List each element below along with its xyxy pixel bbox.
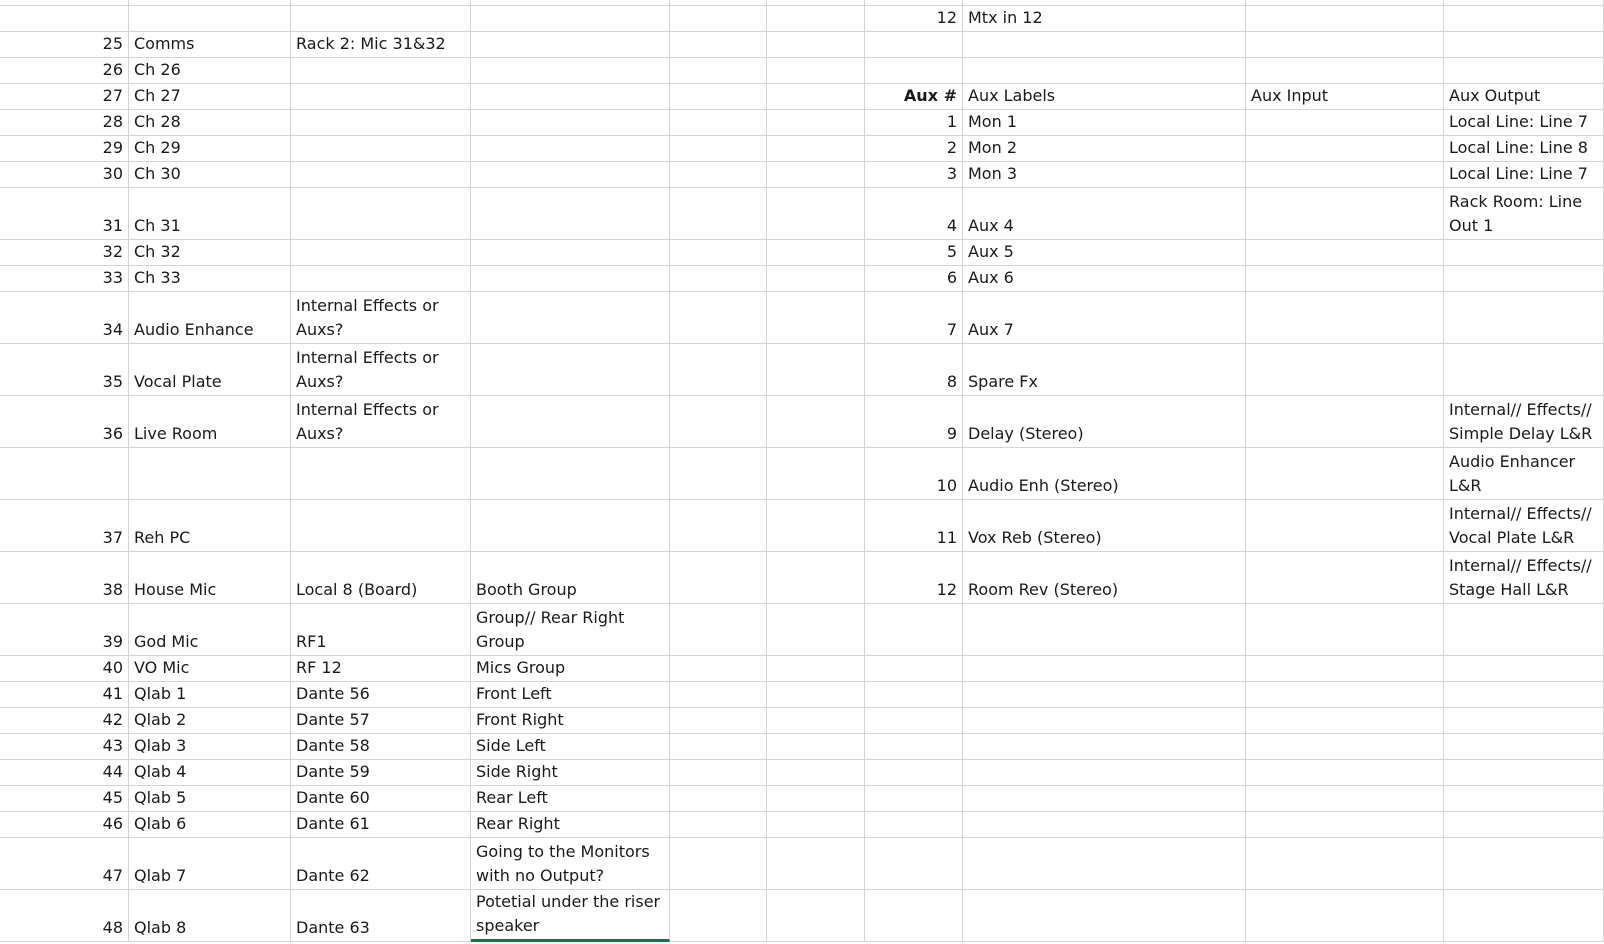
cell-aux-label[interactable]: Aux 6 [963,266,1246,292]
cell-row-number[interactable]: 28 [0,110,129,136]
cell-row-number[interactable]: 38 [0,552,129,604]
cell-input-source[interactable] [291,188,471,240]
cell-blank-e[interactable] [670,786,767,812]
cell-row-number[interactable]: 36 [0,396,129,448]
cell-aux-output[interactable] [1444,604,1604,656]
cell-channel-name[interactable]: Audio Enhance [129,292,291,344]
cell-output-group[interactable] [471,500,670,552]
cell-blank-f[interactable] [767,266,865,292]
cell-aux-number[interactable] [865,656,963,682]
cell-blank-f[interactable] [767,448,865,500]
cell-aux-label[interactable]: Mon 2 [963,136,1246,162]
cell-input-source[interactable] [291,448,471,500]
cell-aux-output[interactable] [1444,656,1604,682]
cell-input-source[interactable] [291,240,471,266]
cell-blank-e[interactable] [670,136,767,162]
cell-row-number[interactable] [0,6,129,32]
cell-aux-output[interactable]: Internal// Effects// Simple Delay L&R [1444,396,1604,448]
cell-aux-number[interactable]: 3 [865,162,963,188]
cell-blank-f[interactable] [767,188,865,240]
cell-output-group[interactable] [471,188,670,240]
cell-output-group[interactable]: Front Right [471,708,670,734]
cell-aux-number[interactable]: 8 [865,344,963,396]
cell-blank-e[interactable] [670,266,767,292]
cell-blank-e[interactable] [670,32,767,58]
cell-channel-name[interactable]: Ch 32 [129,240,291,266]
cell-row-number[interactable]: 48 [0,890,129,942]
cell-aux-label[interactable]: Aux 5 [963,240,1246,266]
cell-input-source[interactable]: Dante 57 [291,708,471,734]
cell-input-source[interactable]: Dante 58 [291,734,471,760]
cell-aux-input[interactable] [1246,448,1444,500]
cell-aux-input[interactable] [1246,344,1444,396]
cell-row-number[interactable]: 35 [0,344,129,396]
cell-blank-e[interactable] [670,552,767,604]
cell-output-group[interactable] [471,448,670,500]
cell-blank-f[interactable] [767,396,865,448]
cell-input-source[interactable]: RF1 [291,604,471,656]
cell-aux-input[interactable] [1246,32,1444,58]
cell-row-number[interactable]: 32 [0,240,129,266]
cell-aux-label[interactable]: Aux 4 [963,188,1246,240]
cell-output-group[interactable]: Going to the Monitors with no Output? [471,838,670,890]
cell-output-group[interactable] [471,32,670,58]
cell-aux-input[interactable] [1246,812,1444,838]
cell-aux-number[interactable]: 6 [865,266,963,292]
cell-aux-input[interactable] [1246,890,1444,942]
cell-output-group[interactable] [471,292,670,344]
cell-aux-label[interactable] [963,708,1246,734]
cell-aux-number[interactable]: 11 [865,500,963,552]
cell-output-group[interactable] [471,136,670,162]
cell-channel-name[interactable]: Ch 33 [129,266,291,292]
cell-aux-input[interactable] [1246,58,1444,84]
cell-channel-name[interactable]: Vocal Plate [129,344,291,396]
cell-aux-input[interactable] [1246,292,1444,344]
cell-row-number[interactable]: 40 [0,656,129,682]
cell-aux-output[interactable] [1444,6,1604,32]
cell-row-number[interactable]: 43 [0,734,129,760]
cell-input-source[interactable]: Dante 56 [291,682,471,708]
cell-output-group[interactable]: Rear Left [471,786,670,812]
cell-aux-input[interactable] [1246,396,1444,448]
cell-blank-e[interactable] [670,396,767,448]
cell-aux-label[interactable]: Vox Reb (Stereo) [963,500,1246,552]
cell-aux-label[interactable]: Spare Fx [963,344,1246,396]
cell-input-source[interactable]: Internal Effects or Auxs? [291,292,471,344]
cell-channel-name[interactable]: Live Room [129,396,291,448]
cell-aux-label[interactable] [963,656,1246,682]
cell-aux-output[interactable] [1444,734,1604,760]
cell-aux-output[interactable] [1444,292,1604,344]
cell-input-source[interactable]: RF 12 [291,656,471,682]
cell-input-source[interactable]: Dante 63 [291,890,471,942]
cell-blank-f[interactable] [767,734,865,760]
cell-aux-input[interactable] [1246,136,1444,162]
cell-blank-e[interactable] [670,162,767,188]
cell-blank-e[interactable] [670,760,767,786]
cell-aux-label[interactable]: Room Rev (Stereo) [963,552,1246,604]
cell-aux-input[interactable] [1246,656,1444,682]
cell-blank-f[interactable] [767,110,865,136]
cell-aux-label[interactable] [963,838,1246,890]
cell-aux-number[interactable] [865,58,963,84]
cell-aux-number[interactable]: 7 [865,292,963,344]
cell-aux-output[interactable]: Audio Enhancer L&R [1444,448,1604,500]
cell-output-group[interactable]: Group// Rear Right Group [471,604,670,656]
cell-aux-number[interactable]: 12 [865,6,963,32]
cell-aux-number[interactable] [865,890,963,942]
cell-aux-number[interactable] [865,604,963,656]
cell-channel-name[interactable] [129,6,291,32]
cell-aux-output[interactable] [1444,838,1604,890]
cell-output-group[interactable] [471,396,670,448]
cell-blank-e[interactable] [670,188,767,240]
cell-aux-output[interactable] [1444,786,1604,812]
cell-aux-number[interactable] [865,682,963,708]
cell-input-source[interactable]: Dante 59 [291,760,471,786]
cell-aux-output[interactable]: Local Line: Line 7 [1444,110,1604,136]
cell-aux-number[interactable]: 12 [865,552,963,604]
cell-aux-output[interactable] [1444,812,1604,838]
cell-input-source[interactable] [291,162,471,188]
cell-row-number[interactable]: 42 [0,708,129,734]
cell-channel-name[interactable]: God Mic [129,604,291,656]
cell-blank-e[interactable] [670,292,767,344]
cell-blank-f[interactable] [767,240,865,266]
cell-blank-e[interactable] [670,682,767,708]
cell-blank-f[interactable] [767,708,865,734]
cell-aux-number[interactable]: Aux # [865,84,963,110]
cell-aux-label[interactable] [963,734,1246,760]
cell-blank-f[interactable] [767,292,865,344]
cell-input-source[interactable] [291,6,471,32]
cell-aux-input[interactable] [1246,604,1444,656]
cell-input-source[interactable] [291,58,471,84]
cell-aux-input[interactable] [1246,500,1444,552]
cell-output-group[interactable] [471,84,670,110]
cell-blank-f[interactable] [767,838,865,890]
cell-input-source[interactable]: Dante 60 [291,786,471,812]
cell-blank-e[interactable] [670,58,767,84]
cell-aux-input[interactable] [1246,760,1444,786]
cell-aux-label[interactable]: Delay (Stereo) [963,396,1246,448]
cell-row-number[interactable]: 30 [0,162,129,188]
cell-blank-e[interactable] [670,500,767,552]
cell-channel-name[interactable]: Ch 31 [129,188,291,240]
cell-aux-label[interactable] [963,58,1246,84]
cell-input-source[interactable] [291,110,471,136]
cell-aux-input[interactable] [1246,240,1444,266]
cell-aux-output[interactable]: Rack Room: Line Out 1 [1444,188,1604,240]
cell-row-number[interactable]: 29 [0,136,129,162]
cell-blank-f[interactable] [767,58,865,84]
cell-aux-output[interactable] [1444,682,1604,708]
cell-blank-e[interactable] [670,812,767,838]
cell-aux-number[interactable] [865,760,963,786]
cell-output-group[interactable]: Booth Group [471,552,670,604]
cell-channel-name[interactable]: Ch 30 [129,162,291,188]
cell-blank-f[interactable] [767,136,865,162]
cell-blank-e[interactable] [670,240,767,266]
cell-row-number[interactable]: 31 [0,188,129,240]
cell-aux-label[interactable]: Aux Labels [963,84,1246,110]
cell-aux-number[interactable] [865,786,963,812]
cell-input-source[interactable]: Internal Effects or Auxs? [291,396,471,448]
cell-aux-input[interactable]: Aux Input [1246,84,1444,110]
cell-blank-f[interactable] [767,604,865,656]
cell-aux-number[interactable] [865,32,963,58]
cell-output-group[interactable]: Front Left [471,682,670,708]
cell-aux-label[interactable]: Audio Enh (Stereo) [963,448,1246,500]
cell-channel-name[interactable]: Reh PC [129,500,291,552]
cell-blank-e[interactable] [670,656,767,682]
cell-blank-f[interactable] [767,6,865,32]
cell-row-number[interactable]: 46 [0,812,129,838]
cell-channel-name[interactable]: VO Mic [129,656,291,682]
cell-input-source[interactable] [291,266,471,292]
cell-blank-e[interactable] [670,604,767,656]
cell-aux-label[interactable] [963,760,1246,786]
cell-output-group[interactable]: Side Right [471,760,670,786]
cell-aux-input[interactable] [1246,6,1444,32]
cell-blank-f[interactable] [767,162,865,188]
cell-blank-e[interactable] [670,448,767,500]
cell-aux-label[interactable]: Mon 3 [963,162,1246,188]
cell-aux-input[interactable] [1246,682,1444,708]
cell-aux-label[interactable] [963,890,1246,942]
cell-aux-output[interactable]: Internal// Effects// Stage Hall L&R [1444,552,1604,604]
cell-aux-label[interactable] [963,604,1246,656]
cell-row-number[interactable]: 33 [0,266,129,292]
cell-aux-label[interactable]: Aux 7 [963,292,1246,344]
cell-blank-f[interactable] [767,344,865,396]
cell-channel-name[interactable]: Qlab 5 [129,786,291,812]
cell-blank-f[interactable] [767,786,865,812]
cell-aux-input[interactable] [1246,552,1444,604]
cell-row-number[interactable]: 26 [0,58,129,84]
cell-output-group[interactable] [471,6,670,32]
cell-channel-name[interactable]: Ch 29 [129,136,291,162]
cell-channel-name[interactable]: Qlab 4 [129,760,291,786]
cell-aux-output[interactable] [1444,708,1604,734]
cell-blank-e[interactable] [670,838,767,890]
cell-row-number[interactable]: 37 [0,500,129,552]
cell-input-source[interactable]: Dante 62 [291,838,471,890]
cell-aux-input[interactable] [1246,162,1444,188]
cell-output-group[interactable]: Potetial under the riser speaker [471,890,670,942]
cell-channel-name[interactable]: Comms [129,32,291,58]
cell-blank-e[interactable] [670,110,767,136]
cell-aux-input[interactable] [1246,266,1444,292]
cell-aux-label[interactable] [963,32,1246,58]
cell-row-number[interactable]: 27 [0,84,129,110]
cell-row-number[interactable]: 44 [0,760,129,786]
cell-blank-e[interactable] [670,734,767,760]
cell-aux-number[interactable] [865,838,963,890]
cell-aux-number[interactable]: 9 [865,396,963,448]
cell-aux-output[interactable]: Aux Output [1444,84,1604,110]
cell-aux-output[interactable]: Local Line: Line 7 [1444,162,1604,188]
cell-row-number[interactable]: 41 [0,682,129,708]
cell-aux-number[interactable]: 10 [865,448,963,500]
cell-aux-output[interactable] [1444,344,1604,396]
cell-row-number[interactable]: 39 [0,604,129,656]
cell-aux-number[interactable] [865,734,963,760]
cell-row-number[interactable] [0,448,129,500]
cell-blank-f[interactable] [767,656,865,682]
cell-aux-number[interactable] [865,708,963,734]
cell-output-group[interactable] [471,110,670,136]
cell-output-group[interactable] [471,58,670,84]
cell-row-number[interactable]: 47 [0,838,129,890]
cell-blank-f[interactable] [767,84,865,110]
cell-aux-number[interactable]: 4 [865,188,963,240]
cell-aux-input[interactable] [1246,708,1444,734]
cell-input-source[interactable]: Dante 61 [291,812,471,838]
cell-blank-f[interactable] [767,812,865,838]
cell-aux-number[interactable]: 5 [865,240,963,266]
cell-aux-label[interactable]: Mon 1 [963,110,1246,136]
cell-input-source[interactable] [291,84,471,110]
cell-row-number[interactable]: 25 [0,32,129,58]
cell-blank-e[interactable] [670,84,767,110]
cell-row-number[interactable]: 34 [0,292,129,344]
cell-aux-input[interactable] [1246,838,1444,890]
cell-output-group[interactable]: Side Left [471,734,670,760]
cell-aux-output[interactable] [1444,890,1604,942]
cell-input-source[interactable] [291,136,471,162]
cell-aux-label[interactable] [963,812,1246,838]
cell-blank-f[interactable] [767,760,865,786]
cell-aux-output[interactable] [1444,266,1604,292]
cell-output-group[interactable]: Rear Right [471,812,670,838]
cell-aux-input[interactable] [1246,786,1444,812]
cell-channel-name[interactable]: Qlab 3 [129,734,291,760]
cell-aux-output[interactable] [1444,240,1604,266]
cell-output-group[interactable] [471,344,670,396]
cell-aux-output[interactable] [1444,58,1604,84]
cell-aux-input[interactable] [1246,734,1444,760]
cell-aux-label[interactable]: Mtx in 12 [963,6,1246,32]
cell-blank-e[interactable] [670,708,767,734]
cell-aux-output[interactable] [1444,32,1604,58]
cell-channel-name[interactable]: Qlab 7 [129,838,291,890]
cell-blank-e[interactable] [670,344,767,396]
cell-aux-label[interactable] [963,786,1246,812]
cell-blank-f[interactable] [767,682,865,708]
cell-row-number[interactable]: 45 [0,786,129,812]
cell-aux-input[interactable] [1246,188,1444,240]
cell-blank-f[interactable] [767,500,865,552]
cell-channel-name[interactable]: Ch 28 [129,110,291,136]
cell-aux-output[interactable] [1444,760,1604,786]
cell-aux-output[interactable]: Local Line: Line 8 [1444,136,1604,162]
cell-output-group[interactable] [471,266,670,292]
cell-output-group[interactable] [471,240,670,266]
cell-input-source[interactable] [291,500,471,552]
cell-output-group[interactable]: Mics Group [471,656,670,682]
cell-channel-name[interactable]: Qlab 6 [129,812,291,838]
cell-aux-input[interactable] [1246,110,1444,136]
cell-aux-number[interactable]: 2 [865,136,963,162]
cell-channel-name[interactable] [129,448,291,500]
cell-channel-name[interactable]: Qlab 8 [129,890,291,942]
cell-blank-f[interactable] [767,552,865,604]
cell-blank-f[interactable] [767,890,865,942]
cell-channel-name[interactable]: Ch 26 [129,58,291,84]
cell-aux-number[interactable]: 1 [865,110,963,136]
cell-aux-number[interactable] [865,812,963,838]
cell-blank-f[interactable] [767,32,865,58]
cell-input-source[interactable]: Internal Effects or Auxs? [291,344,471,396]
cell-aux-label[interactable] [963,682,1246,708]
cell-blank-e[interactable] [670,6,767,32]
cell-channel-name[interactable]: House Mic [129,552,291,604]
cell-channel-name[interactable]: Qlab 1 [129,682,291,708]
cell-aux-output[interactable]: Internal// Effects// Vocal Plate L&R [1444,500,1604,552]
cell-channel-name[interactable]: Ch 27 [129,84,291,110]
cell-output-group[interactable] [471,162,670,188]
cell-input-source[interactable]: Rack 2: Mic 31&32 [291,32,471,58]
cell-input-source[interactable]: Local 8 (Board) [291,552,471,604]
cell-channel-name[interactable]: Qlab 2 [129,708,291,734]
cell-blank-e[interactable] [670,890,767,942]
